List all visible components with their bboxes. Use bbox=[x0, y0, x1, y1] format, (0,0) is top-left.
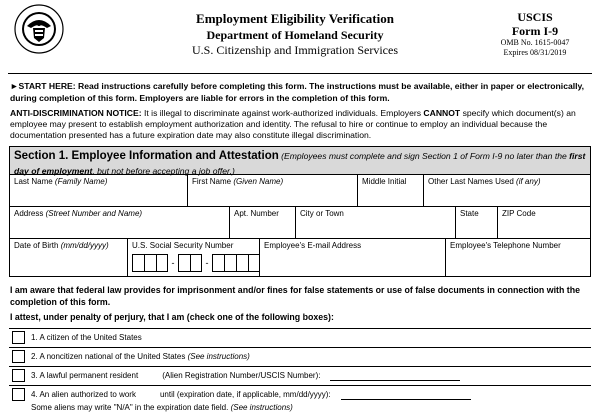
form-number: Form I-9 bbox=[511, 24, 559, 38]
na-instruction-hint: (See instructions) bbox=[230, 403, 293, 412]
other-last-names-label: Other Last Names Used bbox=[428, 177, 517, 186]
state-label: State bbox=[460, 209, 479, 218]
expiration-date-label: until (expiration date, if applicable, mm/dd/yyyy): bbox=[159, 390, 331, 399]
telephone-label: Employee's Telephone Number bbox=[450, 241, 561, 250]
telephone-field[interactable] bbox=[446, 239, 590, 276]
noncitizen-national-hint: (See instructions) bbox=[187, 352, 250, 361]
section-1-header bbox=[9, 146, 591, 175]
anti-text-1: It is illegal to discriminate against work-authorized individuals. Employers bbox=[141, 108, 424, 118]
permanent-resident-text: 3. A lawful permanent resident bbox=[31, 371, 139, 380]
address-hint: (Street Number and Name) bbox=[45, 209, 143, 218]
ssn-digit-box[interactable] bbox=[190, 254, 202, 272]
first-name-label: First Name bbox=[192, 177, 234, 186]
last-name-label: Last Name bbox=[14, 177, 55, 186]
city-label: City or Town bbox=[300, 209, 344, 218]
form-header bbox=[130, 10, 460, 58]
email-label: Employee's E-mail Address bbox=[264, 241, 362, 250]
alien-registration-input[interactable] bbox=[330, 373, 460, 381]
ssn-digit-box[interactable] bbox=[144, 254, 156, 272]
section-1-desc-b: , but not before accepting a job offer.) bbox=[92, 166, 235, 176]
ssn-digit-box[interactable] bbox=[132, 254, 144, 272]
alien-registration-label: (Alien Registration Number/USCIS Number): bbox=[162, 371, 321, 380]
ssn-boxes[interactable] bbox=[132, 254, 260, 272]
option-noncitizen-national bbox=[9, 348, 591, 367]
section-1-title: Section 1. Employee Information and Attestation bbox=[14, 150, 279, 162]
form-title: Employment Eligibility Verification bbox=[196, 11, 394, 26]
other-last-names-hint: (if any) bbox=[516, 177, 541, 186]
ssn-digit-box[interactable] bbox=[224, 254, 236, 272]
date-of-birth-field[interactable] bbox=[10, 239, 128, 276]
anti-label: ANTI-DISCRIMINATION NOTICE: bbox=[10, 108, 142, 118]
agency-name: U.S. Citizenship and Immigration Services bbox=[192, 43, 398, 57]
ssn-dash: - bbox=[171, 258, 175, 268]
dob-hint: (mm/dd/yyyy) bbox=[60, 241, 109, 250]
omb-number: OMB No. 1615-0047 bbox=[500, 38, 570, 47]
ssn-digit-box[interactable] bbox=[248, 254, 260, 272]
anti-discrimination-notice bbox=[10, 108, 594, 141]
agency-code: USCIS bbox=[517, 10, 553, 24]
zip-code-field[interactable] bbox=[498, 207, 590, 238]
city-field[interactable] bbox=[296, 207, 456, 238]
ssn-digit-box[interactable] bbox=[178, 254, 190, 272]
option-authorized-alien bbox=[9, 386, 591, 412]
address-label: Address bbox=[14, 209, 46, 218]
anti-cannot: CANNOT bbox=[423, 108, 461, 118]
noncitizen-national-text: 2. A noncitizen national of the United States bbox=[31, 352, 188, 361]
anti-text-2: specify which document(s) an employee may present to establish employment authorization and identity. The refusal to hire or continue to employ an individual because the documentation presented has a future expiration date may also constitute illegal discrimination. bbox=[10, 108, 576, 140]
option-permanent-resident-label bbox=[31, 367, 460, 381]
ssn-dash: - bbox=[205, 258, 209, 268]
address-field[interactable] bbox=[10, 207, 230, 238]
dob-label: Date of Birth bbox=[14, 241, 61, 250]
middle-initial-label: Middle Initial bbox=[362, 177, 407, 186]
option-citizen-label: 1. A citizen of the United States bbox=[31, 333, 142, 342]
authorized-alien-checkbox[interactable] bbox=[12, 388, 25, 401]
name-row bbox=[9, 175, 591, 207]
last-name-field[interactable] bbox=[10, 175, 188, 206]
form-id-block bbox=[480, 10, 590, 58]
citizenship-options bbox=[9, 328, 591, 412]
option-noncitizen-national-label bbox=[31, 348, 250, 362]
expiration-date-input[interactable] bbox=[341, 392, 471, 400]
ssn-digit-box[interactable] bbox=[156, 254, 168, 272]
zip-code-label: ZIP Code bbox=[502, 209, 536, 218]
ssn-digit-box[interactable] bbox=[212, 254, 224, 272]
contact-row bbox=[9, 239, 591, 277]
option-citizen bbox=[9, 329, 591, 348]
na-instruction-text: Some aliens may write "N/A" in the expiration date field. bbox=[31, 403, 231, 412]
middle-initial-field[interactable] bbox=[358, 175, 424, 206]
department-name: Department of Homeland Security bbox=[206, 28, 384, 42]
last-name-hint: (Family Name) bbox=[54, 177, 108, 186]
other-last-names-field[interactable] bbox=[424, 175, 590, 206]
attestation-heading: I attest, under penalty of perjury, that I am (check one of the following boxes): bbox=[10, 312, 334, 322]
first-name-hint: (Given Name) bbox=[233, 177, 284, 186]
expiration-date: Expires 08/31/2019 bbox=[503, 48, 567, 57]
dhs-seal-icon bbox=[14, 4, 64, 54]
authorized-alien-text: 4. An alien authorized to work bbox=[31, 390, 136, 399]
state-field[interactable] bbox=[456, 207, 498, 238]
ssn-field bbox=[128, 239, 260, 276]
apt-number-label: Apt. Number bbox=[234, 209, 279, 218]
header-rule bbox=[8, 73, 592, 74]
permanent-resident-checkbox[interactable] bbox=[12, 369, 25, 382]
citizen-checkbox[interactable] bbox=[12, 331, 25, 344]
apt-number-field[interactable] bbox=[230, 207, 296, 238]
noncitizen-national-checkbox[interactable] bbox=[12, 350, 25, 363]
ssn-label: U.S. Social Security Number bbox=[132, 241, 234, 250]
start-here-notice: ►START HERE: Read instructions carefully before completing this form. The instructions must be available, either in paper or electronically, during completion of this form. Employers are liable for errors in the completion of this form. bbox=[10, 81, 585, 103]
penalty-notice: I am aware that federal law provides for imprisonment and/or fines for false statements or use of false documents in connection with the completion of this form. bbox=[10, 285, 580, 307]
section-1-desc-a: (Employees must complete and sign Section 1 of Form I-9 no later than the bbox=[278, 151, 570, 161]
option-authorized-alien-label bbox=[31, 386, 471, 412]
ssn-digit-box[interactable] bbox=[236, 254, 248, 272]
section-1-desc-bold: first day of employment bbox=[14, 151, 586, 176]
first-name-field[interactable] bbox=[188, 175, 358, 206]
address-row bbox=[9, 207, 591, 239]
email-field[interactable] bbox=[260, 239, 446, 276]
option-permanent-resident bbox=[9, 367, 591, 386]
